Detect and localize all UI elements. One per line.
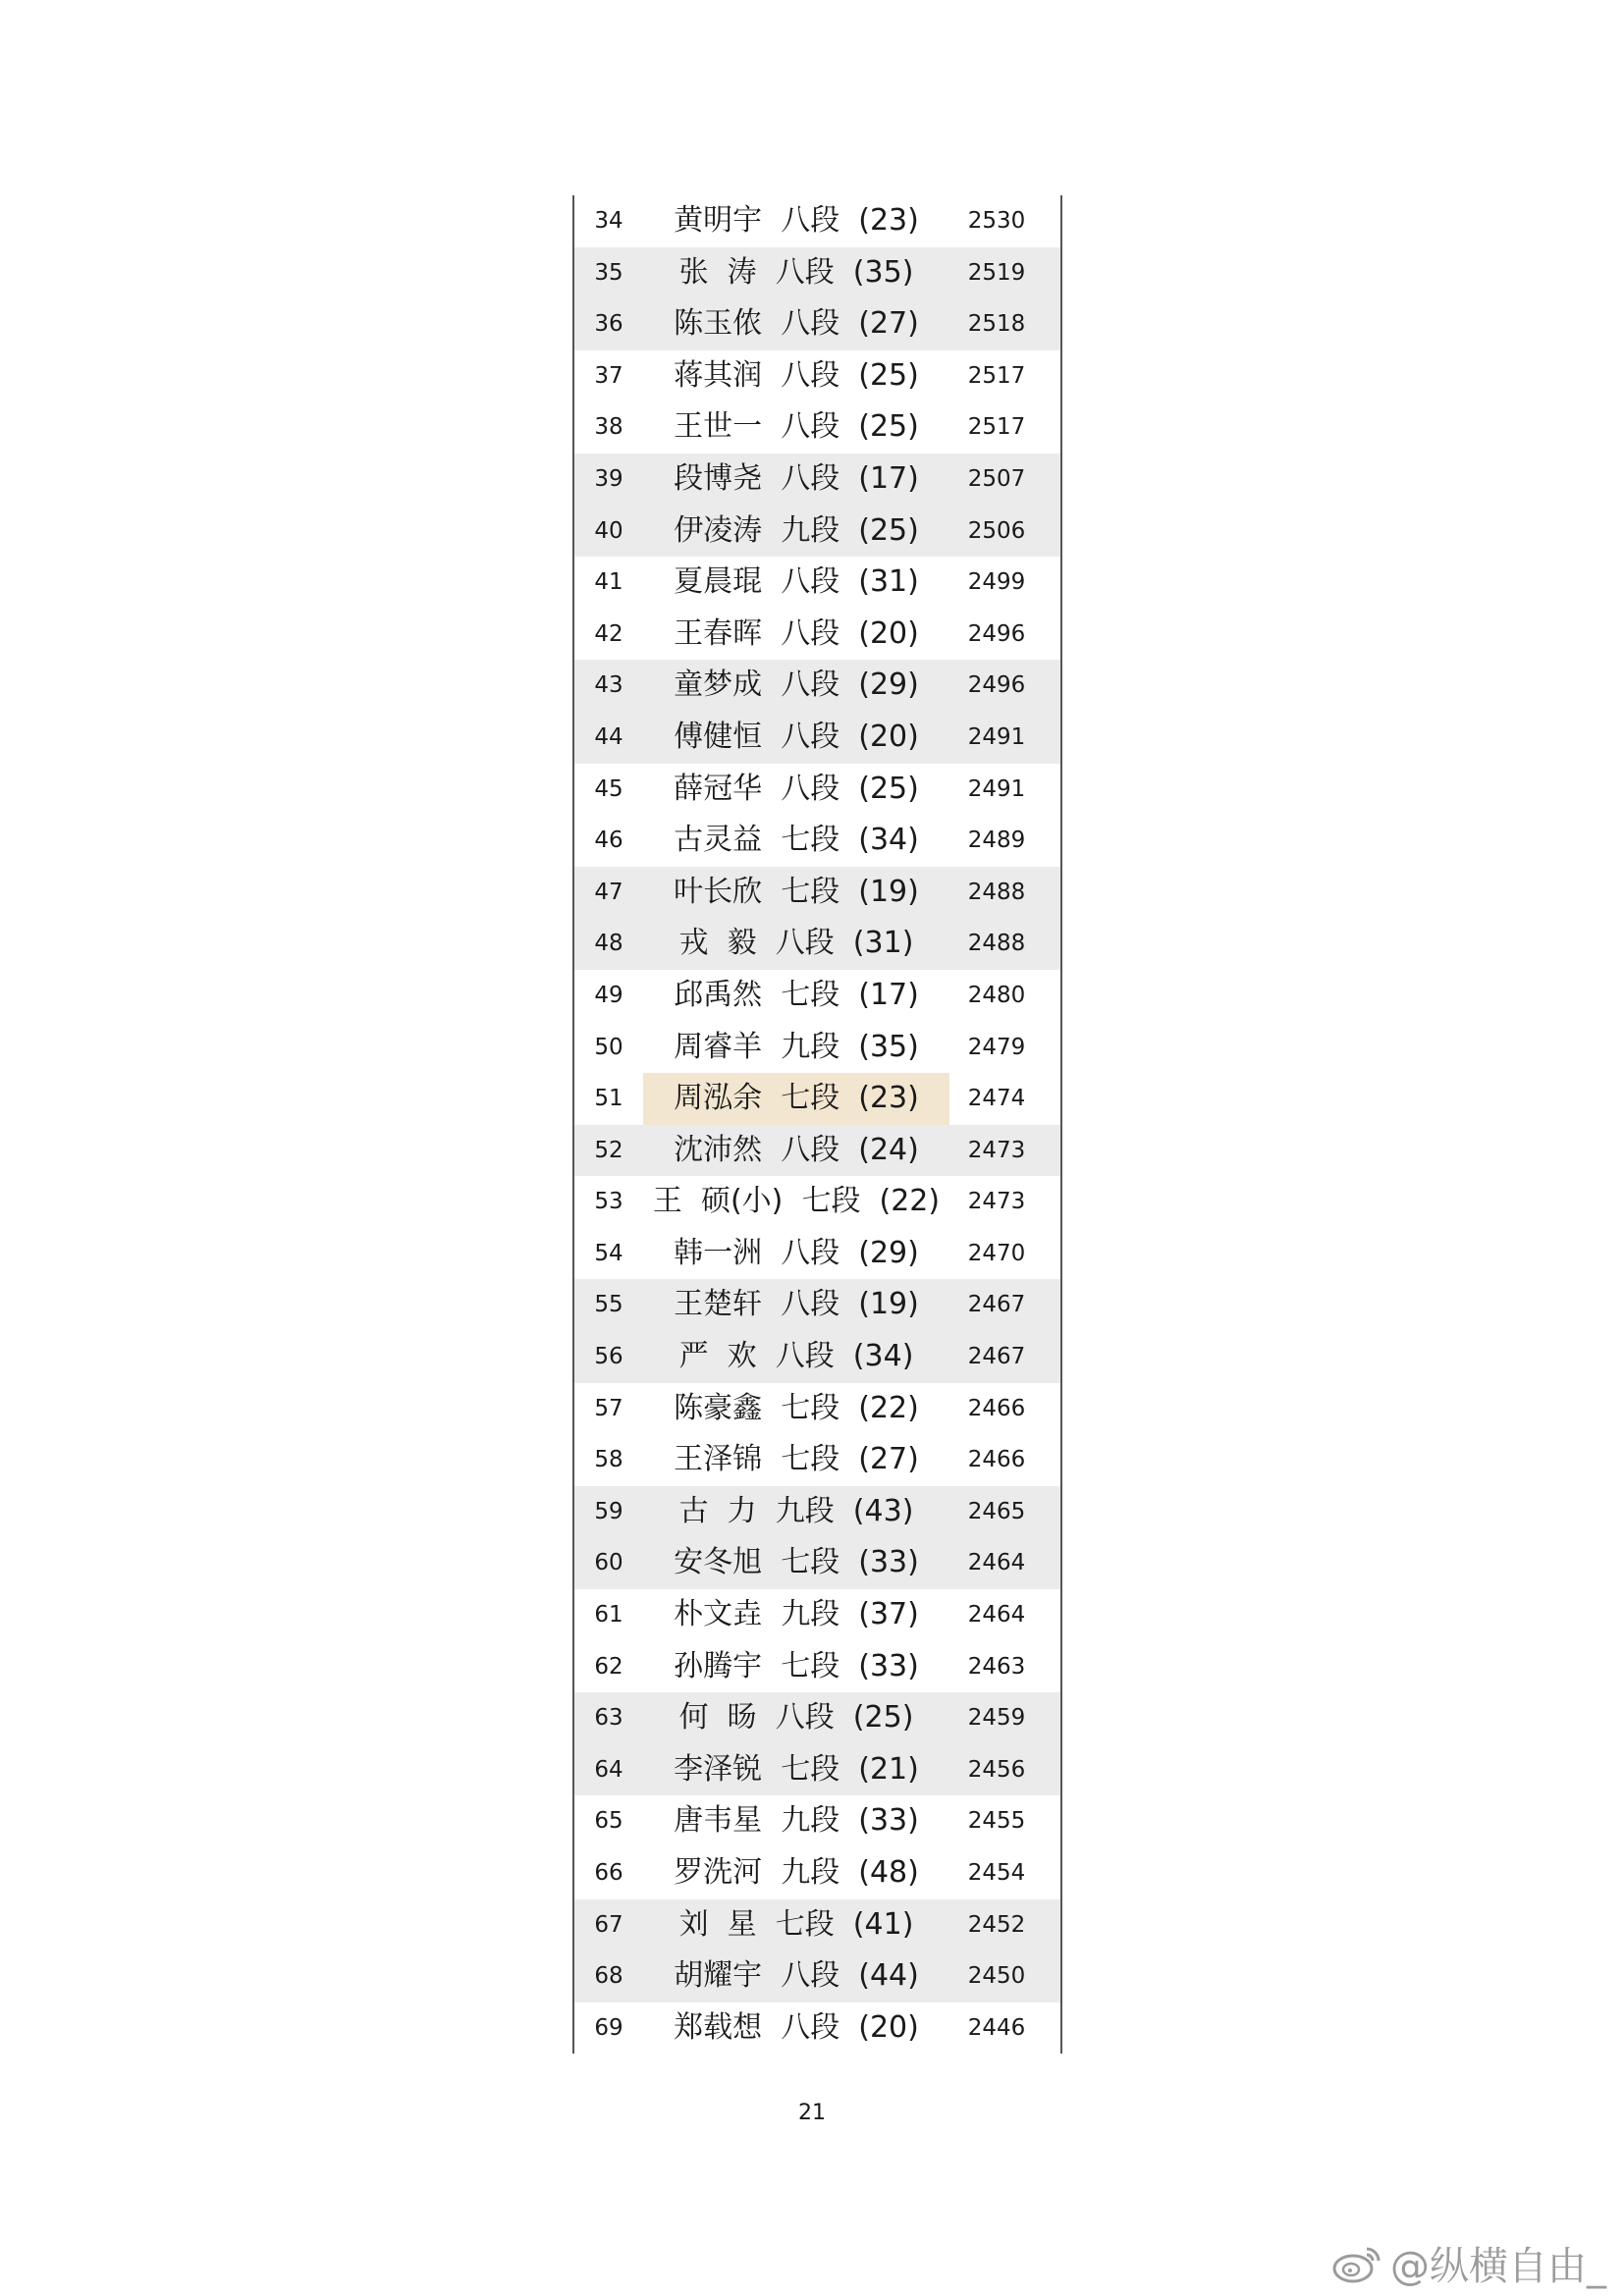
rank-cell: 37: [594, 362, 623, 389]
rank-cell: 67: [594, 1911, 623, 1938]
rating-cell: 2489: [967, 828, 1026, 854]
table-row: [574, 1692, 1060, 1744]
rank-cell: 41: [594, 569, 623, 596]
table-row: [574, 557, 1060, 609]
rank-cell: 48: [594, 931, 623, 957]
table-row: [574, 1589, 1060, 1641]
rating-cell: 2467: [967, 1344, 1026, 1370]
player-cell: 胡耀宇 八段 (44): [674, 1958, 919, 1994]
rank-cell: 35: [594, 259, 623, 286]
rank-cell: 50: [594, 1034, 623, 1060]
player-cell: 严 欢 八段 (34): [678, 1339, 914, 1374]
rank-cell: 57: [594, 1395, 623, 1421]
player-cell: 唐韦星 九段 (33): [674, 1803, 919, 1839]
table-row: [574, 867, 1060, 919]
rating-cell: 2467: [967, 1292, 1026, 1318]
table-row: [574, 298, 1060, 350]
rank-cell: 43: [594, 672, 623, 699]
rating-cell: 2473: [967, 1189, 1026, 1215]
rating-cell: 2517: [967, 362, 1026, 389]
table-row: [574, 1228, 1060, 1280]
table-row: [574, 815, 1060, 867]
rank-cell: 52: [594, 1137, 623, 1163]
rank-cell: 65: [594, 1808, 623, 1835]
player-cell: 伊凌涛 九段 (25): [674, 512, 919, 548]
table-row: [574, 195, 1060, 247]
rating-cell: 2488: [967, 879, 1026, 905]
player-cell: 何 旸 八段 (25): [678, 1700, 914, 1735]
rating-cell: 2466: [967, 1447, 1026, 1473]
rank-cell: 44: [594, 723, 623, 750]
table-row: [574, 247, 1060, 299]
table-row: [574, 1847, 1060, 1899]
watermark: [1331, 2238, 1606, 2287]
rating-cell: 2446: [967, 2014, 1026, 2041]
player-cell: 韩一洲 八段 (29): [674, 1235, 919, 1270]
table-row: [574, 660, 1060, 712]
rating-cell: 2459: [967, 1705, 1026, 1732]
table-row: [574, 2002, 1060, 2055]
rank-cell: 58: [594, 1447, 623, 1473]
player-cell: 古 力 九段 (43): [678, 1493, 914, 1528]
player-cell: 张 涛 八段 (35): [678, 254, 914, 290]
table-row: [574, 609, 1060, 661]
rating-cell: 2506: [967, 517, 1026, 544]
rank-cell: 62: [594, 1653, 623, 1680]
rating-cell: 2488: [967, 931, 1026, 957]
table-row: [574, 1486, 1060, 1538]
rank-cell: 64: [594, 1756, 623, 1783]
player-cell: 沈沛然 八段 (24): [674, 1132, 919, 1167]
rank-cell: 53: [594, 1189, 623, 1215]
table-row: [574, 712, 1060, 764]
table-row: [574, 764, 1060, 816]
player-cell: 王 硕(小) 七段 (22): [652, 1184, 941, 1219]
rating-cell: 2455: [967, 1808, 1026, 1835]
rating-cell: 2454: [967, 1860, 1026, 1886]
weibo-icon: [1331, 2241, 1382, 2284]
rating-cell: 2491: [967, 723, 1026, 750]
table-row: [574, 970, 1060, 1022]
table-row: [574, 1279, 1060, 1331]
rating-cell: 2463: [967, 1653, 1026, 1680]
rating-cell: 2496: [967, 672, 1026, 699]
table-row: [574, 1641, 1060, 1693]
rank-cell: 40: [594, 517, 623, 544]
player-cell: 周泓余 七段 (23): [674, 1081, 919, 1116]
table-row: [574, 1795, 1060, 1847]
rating-cell: 2470: [967, 1240, 1026, 1266]
page-number: 21: [798, 2101, 826, 2125]
rank-cell: 39: [594, 465, 623, 492]
table-row: [574, 1950, 1060, 2002]
rating-cell: 2473: [967, 1137, 1026, 1163]
player-cell: 黄明宇 八段 (23): [674, 203, 919, 238]
table-row: [574, 1022, 1060, 1074]
rank-cell: 55: [594, 1292, 623, 1318]
rank-cell: 49: [594, 982, 623, 1008]
player-cell: 薛冠华 八段 (25): [674, 771, 919, 806]
player-cell: 蒋其润 八段 (25): [674, 357, 919, 393]
rating-cell: 2499: [967, 569, 1026, 596]
player-cell: 郑载想 八段 (20): [674, 2009, 919, 2045]
table-row: [574, 1383, 1060, 1435]
rating-cell: 2479: [967, 1034, 1026, 1060]
rank-cell: 66: [594, 1860, 623, 1886]
rank-cell: 34: [594, 208, 623, 234]
rank-cell: 38: [594, 414, 623, 441]
rating-cell: 2496: [967, 620, 1026, 647]
player-cell: 邱禹然 七段 (17): [674, 977, 919, 1012]
table-row: [574, 506, 1060, 558]
table-row: [574, 1125, 1060, 1177]
table-row: [574, 1176, 1060, 1228]
rating-cell: 2491: [967, 775, 1026, 802]
player-cell: 朴文垚 九段 (37): [674, 1597, 919, 1632]
rank-cell: 60: [594, 1550, 623, 1576]
rank-cell: 68: [594, 1963, 623, 1990]
player-cell: 周睿羊 九段 (35): [674, 1029, 919, 1064]
rating-cell: 2474: [967, 1086, 1026, 1112]
table-row: [574, 1744, 1060, 1796]
rating-cell: 2464: [967, 1602, 1026, 1629]
player-cell: 叶长欣 七段 (19): [674, 874, 919, 909]
rank-cell: 46: [594, 828, 623, 854]
player-cell: 孙腾宇 七段 (33): [674, 1648, 919, 1683]
player-cell: 王春晖 八段 (20): [674, 615, 919, 651]
rank-cell: 56: [594, 1344, 623, 1370]
player-cell: 段博尧 八段 (17): [674, 460, 919, 496]
rating-cell: 2480: [967, 982, 1026, 1008]
rating-cell: 2519: [967, 259, 1026, 286]
table-row: [574, 350, 1060, 402]
table-row: [574, 1434, 1060, 1486]
table-row: [574, 1537, 1060, 1589]
rank-cell: 63: [594, 1705, 623, 1732]
table-row: [574, 454, 1060, 506]
rating-cell: 2456: [967, 1756, 1026, 1783]
rank-cell: 47: [594, 879, 623, 905]
table-row: [574, 1073, 1060, 1125]
player-cell: 王楚轩 八段 (19): [674, 1287, 919, 1322]
rank-cell: 69: [594, 2014, 623, 2041]
table-row: [574, 1331, 1060, 1383]
rating-cell: 2464: [967, 1550, 1026, 1576]
rating-cell: 2465: [967, 1498, 1026, 1524]
player-cell: 刘 星 七段 (41): [678, 1906, 914, 1942]
player-cell: 童梦成 八段 (29): [674, 667, 919, 703]
table-row: [574, 1899, 1060, 1951]
player-cell: 王泽锦 七段 (27): [674, 1442, 919, 1477]
player-cell: 戎 毅 八段 (31): [678, 926, 914, 961]
rating-cell: 2450: [967, 1963, 1026, 1990]
player-cell: 夏晨琨 八段 (31): [674, 564, 919, 600]
player-cell: 古灵益 七段 (34): [674, 823, 919, 858]
rating-cell: 2518: [967, 311, 1026, 338]
player-cell: 陈玉侬 八段 (27): [674, 306, 919, 342]
rating-cell: 2452: [967, 1911, 1026, 1938]
rating-cell: 2517: [967, 414, 1026, 441]
rank-cell: 51: [594, 1086, 623, 1112]
rating-cell: 2530: [967, 208, 1026, 234]
rank-cell: 42: [594, 620, 623, 647]
rank-cell: 61: [594, 1602, 623, 1629]
rank-cell: 59: [594, 1498, 623, 1524]
rating-cell: 2507: [967, 465, 1026, 492]
ranking-table: [572, 195, 1062, 2054]
table-row: [574, 401, 1060, 454]
rating-cell: 2466: [967, 1395, 1026, 1421]
player-cell: 王世一 八段 (25): [674, 409, 919, 445]
player-cell: 陈豪鑫 七段 (22): [674, 1390, 919, 1425]
rank-cell: 54: [594, 1240, 623, 1266]
watermark-text: @纵横自由_: [1390, 2243, 1606, 2289]
player-cell: 罗洗河 九段 (48): [674, 1855, 919, 1890]
player-cell: 安冬旭 七段 (33): [674, 1545, 919, 1580]
table-row: [574, 918, 1060, 970]
rank-cell: 36: [594, 311, 623, 338]
player-cell: 傅健恒 八段 (20): [674, 719, 919, 754]
player-cell: 李泽锐 七段 (21): [674, 1751, 919, 1787]
rank-cell: 45: [594, 775, 623, 802]
